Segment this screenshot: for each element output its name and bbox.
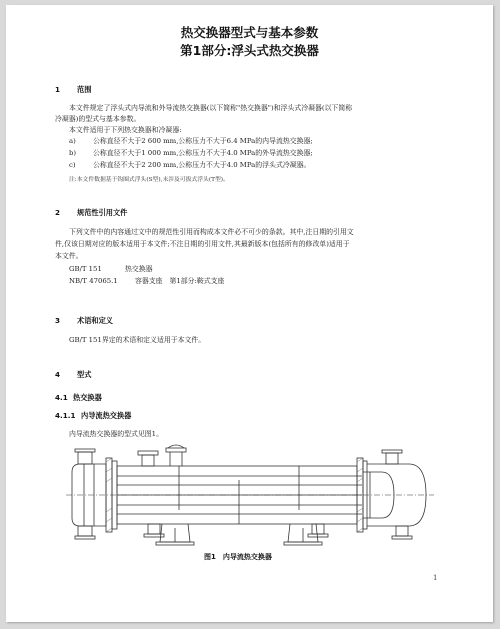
section-title: 内导流热交换器 [81, 411, 132, 420]
section-title: 范围 [77, 85, 92, 94]
section-number: 2 [55, 208, 61, 217]
section-title: 术语和定义 [77, 316, 113, 325]
reference-code: GB/T 151 [69, 265, 102, 273]
list-item-text: 公称直径不大于1 000 mm,公称压力不大于4.0 MPa的外导流热交换器; [93, 149, 313, 157]
scope-note: 注:本文件数据基于钩圈式浮头(S型),未涉及可拔式浮头(T型)。 [69, 177, 229, 183]
document-title: 热交换器型式与基本参数 [180, 25, 319, 40]
figure-caption: 图1 内导流热交换器 [204, 553, 272, 561]
heat-exchanger-diagram [64, 442, 442, 550]
section-4-1-heading [55, 393, 102, 403]
references-paragraph-line-2: 件,仅该日期对应的版本适用于本文件;不注日期的引用文件,其最新版本(包括所有的修改单)适用于 [55, 240, 350, 248]
reference-code: NB/T 47065.1 [69, 277, 118, 285]
scope-paragraph-line-2: 冷凝器)的型式与基本参数。 [55, 115, 141, 123]
list-item-text: 公称直径不大于2 200 mm,公称压力不大于4.0 MPa的浮头式冷凝器。 [93, 161, 311, 169]
references-paragraph-line-3: 本文件。 [55, 252, 83, 260]
section-2-heading [55, 208, 127, 218]
section-title: 热交换器 [73, 393, 102, 402]
section-title: 型式 [77, 370, 92, 379]
figure-intro-text: 内导流热交换器的型式见图1。 [69, 430, 163, 438]
document-page [6, 5, 493, 622]
scope-item-a [69, 137, 313, 147]
list-marker: c) [69, 161, 76, 169]
section-3-heading [55, 316, 113, 326]
section-number: 4.1.1 [55, 411, 76, 420]
section-title: 规范性引用文件 [77, 208, 128, 217]
section-1-heading [55, 85, 91, 95]
section-number: 4 [55, 370, 61, 379]
section-4-heading [55, 370, 91, 380]
terms-paragraph: GB/T 151界定的术语和定义适用于本文件。 [69, 336, 206, 344]
scope-paragraph-line-1: 本文件规定了浮头式内导流和外导流热交换器(以下简称"热交换器")和浮头式冷凝器(以下简称 [69, 104, 353, 112]
list-marker: a) [69, 137, 76, 145]
references-paragraph-line-1: 下列文件中的内容通过文中的规范性引用而构成本文件必不可少的条款。其中,注日期的引用文 [69, 228, 354, 236]
list-item-text: 公称直径不大于2 600 mm,公称压力不大于6.4 MPa的内导流热交换器; [93, 137, 313, 145]
page-number: 1 [433, 574, 438, 582]
scope-item-b [69, 149, 313, 159]
reference-title: 热交换器 [125, 265, 153, 273]
list-marker: b) [69, 149, 77, 157]
section-4-1-1-heading [55, 411, 131, 421]
section-number: 1 [55, 85, 61, 94]
reference-item-2 [69, 277, 224, 287]
scope-paragraph-line-3: 本文件适用于下列热交换器和冷凝器: [69, 126, 182, 134]
section-number: 3 [55, 316, 61, 325]
reference-item-1 [69, 265, 153, 275]
scope-item-c [69, 161, 310, 171]
section-number: 4.1 [55, 393, 68, 402]
document-subtitle: 第1部分:浮头式热交换器 [180, 43, 319, 58]
reference-title: 容器支座 第1部分:鞍式支座 [135, 277, 225, 285]
